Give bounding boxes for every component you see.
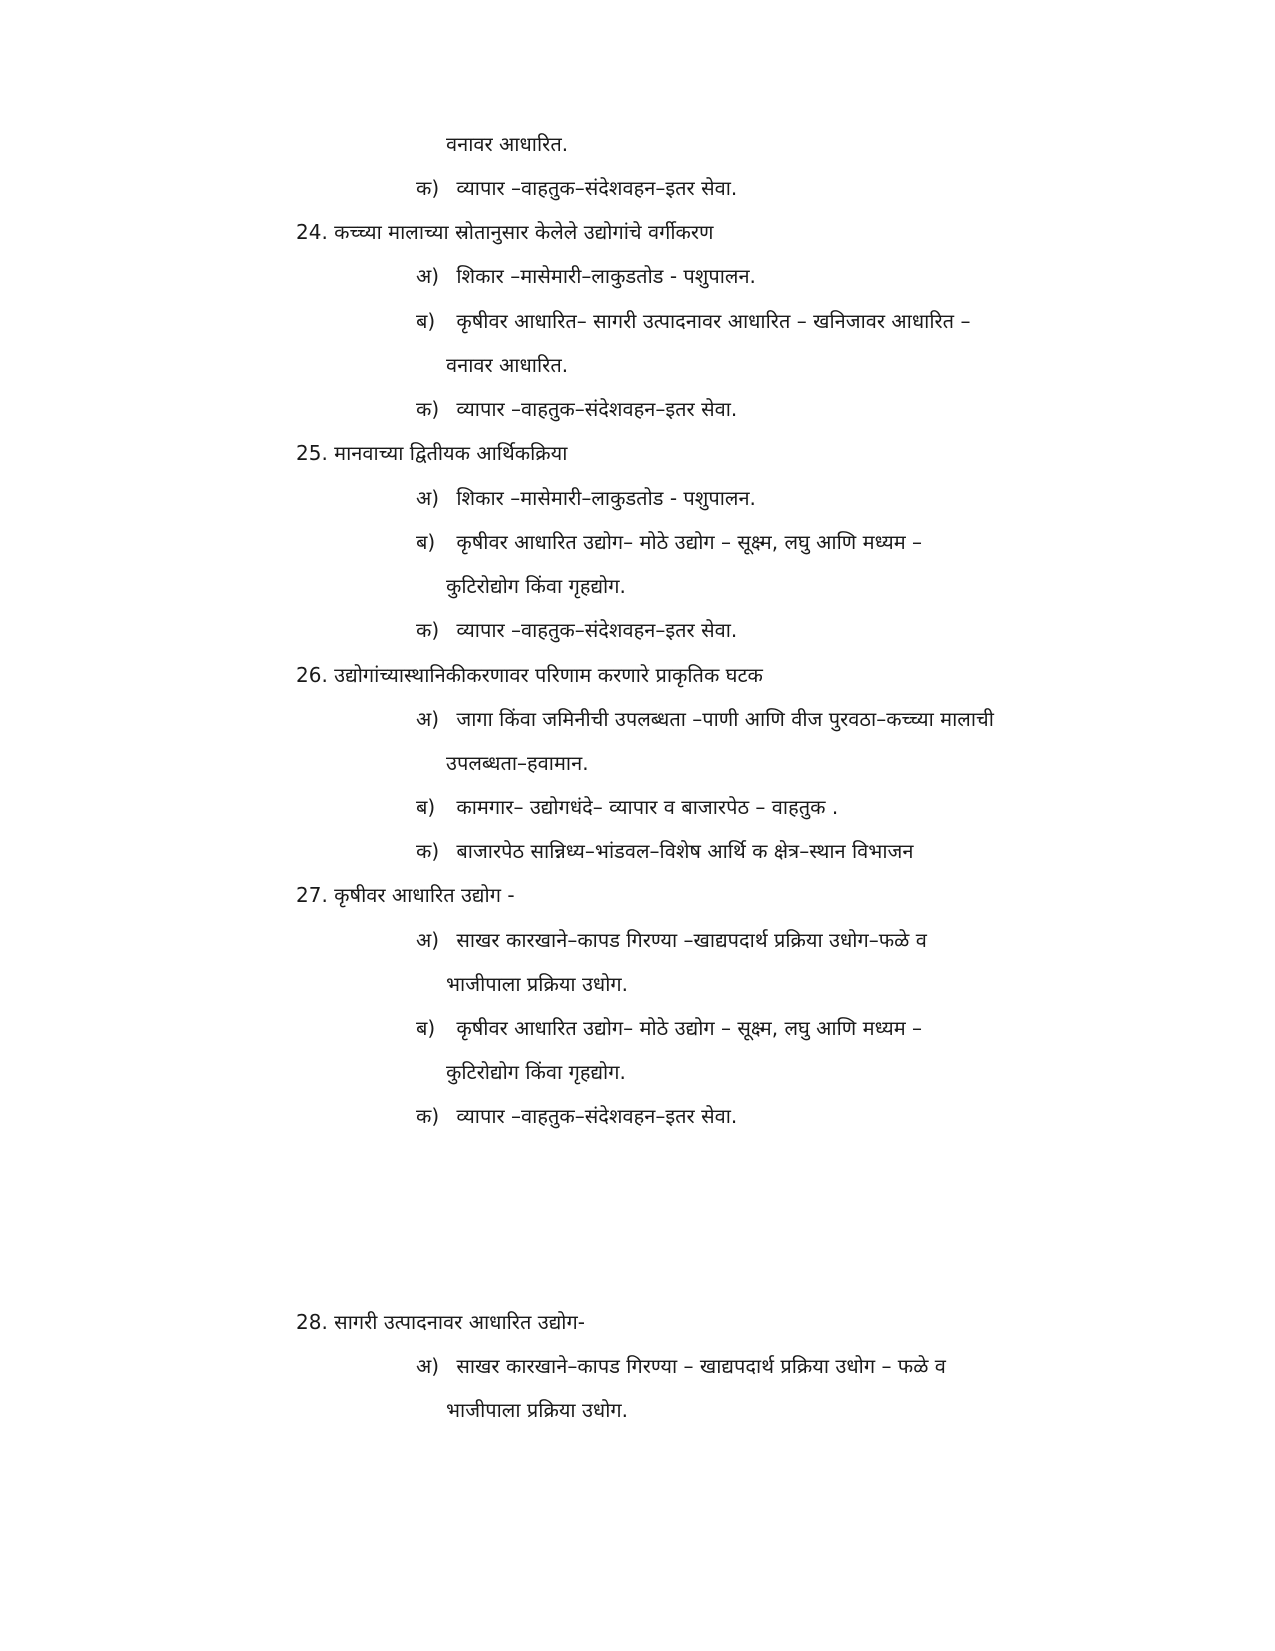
question-number: 28. [296,1310,328,1334]
option-text: कामगार– उद्योगधंदे– व्यापार व बाजारपेठ – वाहतुक . [456,795,839,819]
option-label: क) [416,839,440,863]
question-number: 27. [296,883,328,907]
question-28 [296,1308,585,1336]
option-b [416,1014,922,1042]
question-number: 25. [296,441,328,465]
question-26 [296,661,763,689]
option-b [416,528,922,556]
option-label: अ) [416,486,440,510]
option-k [416,616,737,644]
option-label: क) [416,176,440,200]
option-a [416,705,994,733]
option-text: व्यापार –वाहतुक–संदेशवहन–इतर सेवा. [456,618,738,642]
option-label: क) [416,1104,440,1128]
question-number: 26. [296,663,328,687]
option-text: व्यापार –वाहतुक–संदेशवहन–इतर सेवा. [456,397,738,421]
option-a [416,926,927,954]
option-b [416,307,970,335]
option-text: कृषीवर आधारित उद्योग– मोठे उद्योग – सूक्ष्म, लघु आणि मध्यम – [456,1016,923,1040]
option-continuation: भाजीपाला प्रक्रिया उधोग. [446,1398,629,1422]
option-text: शिकार –मासेमारी–लाकुडतोड - पशुपालन. [456,486,756,510]
option-label: अ) [416,264,440,288]
question-title: कृषीवर आधारित उद्योग - [334,883,515,907]
option-label: ब) [416,530,436,554]
question-title: मानवाच्या द्वितीयक आर्थिकक्रिया [334,441,568,465]
option-b [416,793,838,821]
option-continuation: कुटिरोद्योग किंवा गृहद्योग. [446,574,626,598]
question-27 [296,881,515,909]
option-text: व्यापार –वाहतुक–संदेशवहन–इतर सेवा. [456,176,738,200]
option-k [416,174,737,202]
option-label: क) [416,397,440,421]
option-text: शिकार –मासेमारी–लाकुडतोड - पशुपालन. [456,264,756,288]
option-label: अ) [416,707,440,731]
option-continuation: वनावर आधारित. [446,353,569,377]
question-24 [296,218,714,246]
question-title: सागरी उत्पादनावर आधारित उद्योग- [334,1310,585,1334]
option-text: कृषीवर आधारित– सागरी उत्पादनावर आधारित – खनिजावर आधारित – [456,309,971,333]
option-continuation: उपलब्धता–हवामान. [446,751,589,775]
question-25 [296,439,567,467]
option-a [416,484,756,512]
question-number: 24. [296,220,328,244]
option-k [416,837,913,865]
option-text: व्यापार –वाहतुक–संदेशवहन–इतर सेवा. [456,1104,738,1128]
option-continuation: भाजीपाला प्रक्रिया उधोग. [446,972,629,996]
option-label: ब) [416,1016,436,1040]
option-label: ब) [416,795,436,819]
option-label: क) [416,618,440,642]
option-text: बाजारपेठ सान्निध्य–भांडवल–विशेष आर्थि क क्षेत्र–स्थान विभाजन [456,839,914,863]
option-continuation: वनावर आधारित. [446,132,569,156]
option-label: अ) [416,928,440,952]
option-continuation: कुटिरोद्योग किंवा गृहद्योग. [446,1060,626,1084]
option-text: कृषीवर आधारित उद्योग– मोठे उद्योग – सूक्ष्म, लघु आणि मध्यम – [456,530,923,554]
option-k [416,395,737,423]
question-title: कच्च्या मालाच्या स्रोतानुसार केलेले उद्योगांचे वर्गीकरण [334,220,714,244]
option-k [416,1102,737,1130]
option-text: साखर कारखाने–कापड गिरण्या –खाद्यपदार्थ प्रक्रिया उधोग–फळे व [456,928,927,952]
option-label: अ) [416,1354,440,1378]
option-text: जागा किंवा जमिनीची उपलब्धता –पाणी आणि वीज पुरवठा–कच्च्या मालाची [456,707,994,731]
option-label: ब) [416,309,436,333]
option-a [416,262,756,290]
question-title: उद्योगांच्यास्थानिकीकरणावर परिणाम करणारे प्राकृतिक घटक [334,663,763,687]
option-a [416,1352,946,1380]
option-text: साखर कारखाने–कापड गिरण्या – खाद्यपदार्थ प्रक्रिया उधोग – फळे व [456,1354,946,1378]
